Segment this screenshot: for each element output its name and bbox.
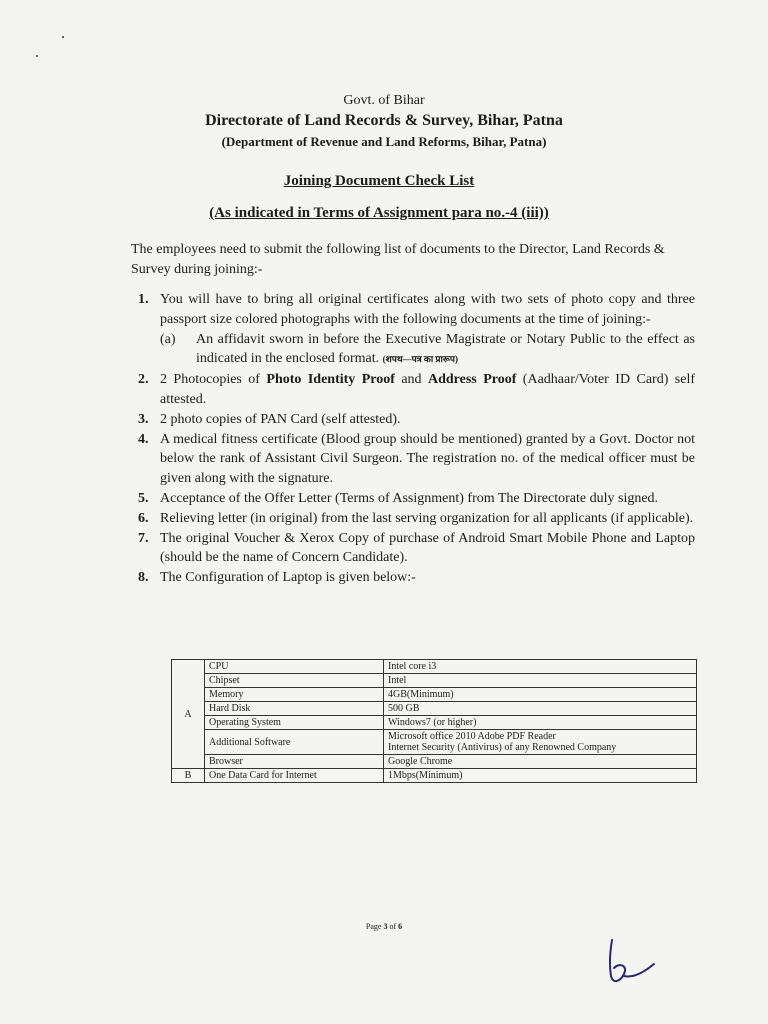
config-key: Memory [205,688,384,702]
config-value-line: Internet Security (Antivirus) of any Renowned Company [388,742,617,753]
header-govt: Govt. of Bihar [343,93,425,108]
list-item [130,430,695,489]
item-text: The Configuration of Laptop is given below:- [160,570,416,586]
config-value: Intel core i3 [384,660,697,674]
footer-page-number: 3 [383,922,388,931]
config-value-multiline [384,730,697,755]
scan-speck [36,55,38,57]
list-item [130,529,695,569]
table-row [172,674,697,688]
config-key: One Data Card for Internet [205,769,384,783]
list-item [130,370,695,410]
list-item [130,509,695,529]
group-label-b: B [172,769,205,783]
handwritten-initial [598,938,668,993]
config-value: Intel [384,674,697,688]
item-number: 1. [138,292,149,307]
footer-page-prefix: Page [365,922,384,931]
config-value: 1Mbps(Minimum) [384,769,697,783]
config-key: Hard Disk [205,702,384,716]
config-key: Operating System [205,716,384,730]
config-value: 4GB(Minimum) [384,688,697,702]
item-bold-address: Address Proof [428,372,517,388]
footer-page-of: of [387,922,399,931]
config-value: Windows7 (or higher) [384,716,697,730]
item-text: 2 photo copies of PAN Card (self attested). [160,411,401,427]
signature-mark [598,938,668,988]
sub-item-text: An affidavit sworn in before the Executive Magistrate or Notary Public to the effect as indicated in the enclosed format. [196,331,695,367]
item-number: 3. [138,411,149,427]
item-text-pre: 2 Photocopies of [160,372,267,388]
hindi-note: (शपथ—पत्र का प्रारूप) [382,354,458,365]
item-number: 4. [138,431,149,447]
intro-paragraph: The employees need to submit the following list of documents to the Director, Land Records & Survey during joining:- [131,242,665,277]
config-value-line: Microsoft office 2010 Adobe PDF Reader [388,731,556,742]
table-row [172,688,697,702]
item-text: Acceptance of the Offer Letter (Terms of Assignment) from The Directorate duly signed. [160,490,659,506]
item-number: 5. [138,490,149,506]
footer-page-total: 6 [398,922,403,931]
group-label-a: A [172,660,205,769]
list-item [130,568,695,588]
list-item [130,290,695,370]
item-text: Relieving letter (in original) from the last serving organization for all applicants (if applicable). [160,510,694,526]
table-row [172,730,697,755]
scan-speck [62,36,64,38]
config-key: CPU [205,660,384,674]
header-directorate: Directorate of Land Records & Survey, Bihar, Patna [205,112,563,129]
config-key: Additional Software [205,730,384,755]
item-number: 8. [138,570,149,586]
doc-subtitle: (As indicated in Terms of Assignment para no.-4 (iii)) [209,205,549,221]
item-bold-photo-id: Photo Identity Proof [266,372,395,388]
table-row [172,660,697,674]
doc-title: Joining Document Check List [283,173,475,189]
config-value: 500 GB [384,702,697,716]
item-number: 7. [138,530,149,546]
table-row [172,769,697,783]
list-item [130,410,695,430]
item-number: 6. [138,510,149,526]
table-row [172,716,697,730]
item-text: You will have to bring all original certificates along with two sets of photo copy and three passport size colored photographs with the following documents at the time of joining:- [160,292,695,327]
sub-item [160,330,695,371]
sub-item-number: (a) [160,331,176,347]
laptop-config-table [171,659,697,783]
item-text-mid: and [394,372,428,388]
item-text: A medical fitness certificate (Blood group should be mentioned) granted by a Govt. Doctor not below the rank of Assistant Civil Surgeon. The registration no. of the medical officer must be given along with the signature. [160,431,695,487]
list-item [130,489,695,509]
header-department: (Department of Revenue and Land Reforms, Bihar, Patna) [221,134,547,149]
page-footer [0,922,768,931]
item-number: 2. [138,372,149,388]
table-row [172,755,697,769]
item-text-post: (Aadhaar/Voter ID Card) self attested. [160,372,696,407]
config-key: Browser [205,755,384,769]
table-row [172,702,697,716]
item-text: The original Voucher & Xerox Copy of purchase of Android Smart Mobile Phone and Laptop (should be the name of Concern Candidate). [160,530,695,566]
checklist [130,290,695,588]
config-key: Chipset [205,674,384,688]
config-value: Google Chrome [384,755,697,769]
